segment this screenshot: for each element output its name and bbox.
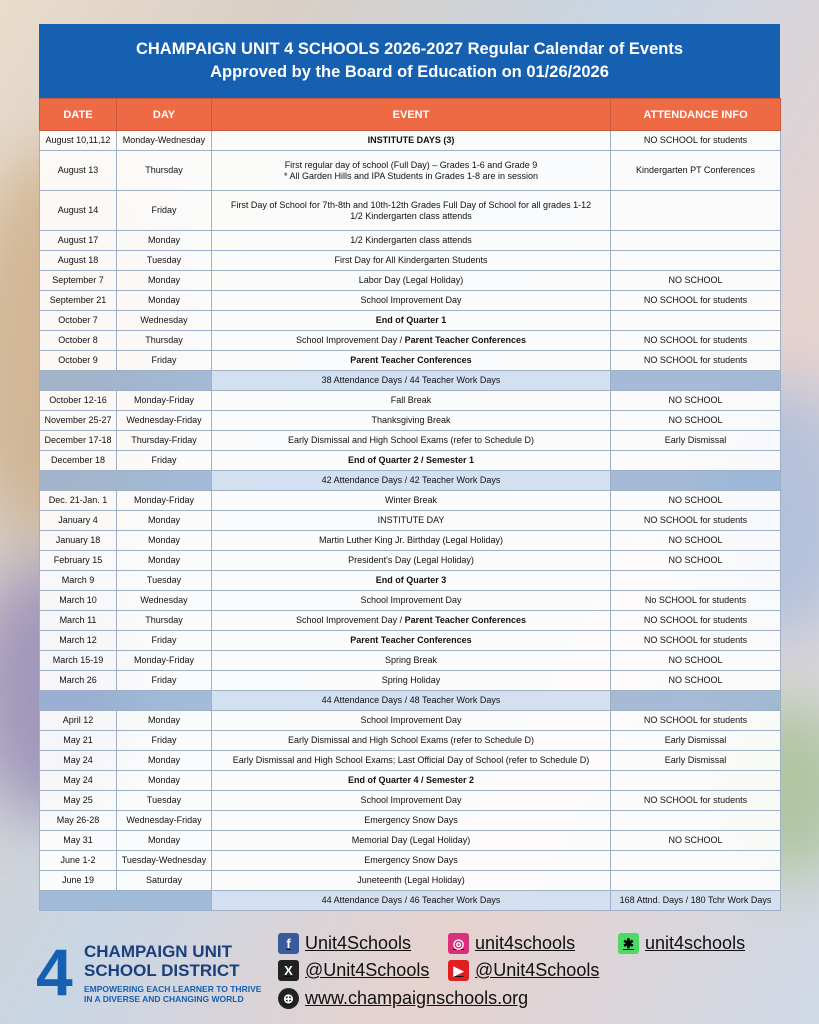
- cell-event: [212, 531, 611, 551]
- cell-attendance: NO SCHOOL for students: [611, 631, 781, 651]
- cell-event: [212, 451, 611, 471]
- cell-day: Monday: [117, 551, 212, 571]
- cell-date: August 13: [40, 151, 117, 191]
- cell-day: Thursday-Friday: [117, 431, 212, 451]
- title-line-2: Approved by the Board of Education on 01/26/2026: [210, 63, 609, 81]
- event-text: School Improvement Day: [360, 795, 462, 805]
- event-text: Fall Break: [390, 395, 432, 405]
- table-row: [40, 591, 781, 611]
- cell-event: [212, 291, 611, 311]
- instagram-handle: unit4schools: [475, 933, 576, 953]
- cell-day: Monday: [117, 231, 212, 251]
- cell-date: October 12-16: [40, 391, 117, 411]
- globe-icon: ⊕: [278, 988, 299, 1009]
- event-text: Spring Holiday: [381, 675, 441, 685]
- website-link[interactable]: [278, 988, 528, 1009]
- event-text-line-2: 1/2 Kindergarten class attends: [350, 210, 472, 221]
- district-tagline: [84, 984, 261, 1004]
- cell-day: Tuesday-Wednesday: [117, 851, 212, 871]
- table-row: [40, 231, 781, 251]
- x-icon: X: [278, 960, 299, 981]
- cell-event: [212, 831, 611, 851]
- youtube-icon: ▶: [448, 960, 469, 981]
- event-text: Parent Teacher Conferences: [350, 355, 472, 365]
- cell-attendance: NO SCHOOL: [611, 411, 781, 431]
- event-text: School Improvement Day: [360, 295, 462, 305]
- title-line-1: CHAMPAIGN UNIT 4 SCHOOLS 2026-2027 Regular Calendar of Events: [135, 40, 684, 58]
- cell-date: Dec. 21-Jan. 1: [40, 491, 117, 511]
- column-header-date: DATE: [40, 99, 117, 131]
- event-text: End of Quarter 3: [375, 575, 447, 585]
- cell-event: [212, 311, 611, 331]
- table-row: [40, 531, 781, 551]
- cell-day: Friday: [117, 451, 212, 471]
- cell-attendance: NO SCHOOL for students: [611, 131, 781, 151]
- cell-attendance: Early Dismissal: [611, 431, 781, 451]
- column-header-attendance: ATTENDANCE INFO: [611, 99, 781, 131]
- cell-date: December 17-18: [40, 431, 117, 451]
- cell-date: June 19: [40, 871, 117, 891]
- table-row: [40, 631, 781, 651]
- table-row: [40, 711, 781, 731]
- cell-day: Monday-Wednesday: [117, 131, 212, 151]
- cell-event: [212, 491, 611, 511]
- cell-attendance: NO SCHOOL for students: [611, 511, 781, 531]
- x-handle: @Unit4Schools: [305, 960, 430, 980]
- cell-attendance: NO SCHOOL for students: [611, 711, 781, 731]
- cell-day: Wednesday-Friday: [117, 411, 212, 431]
- cell-day: Friday: [117, 631, 212, 651]
- column-header-day: DAY: [117, 99, 212, 131]
- event-text: School Improvement Day /: [296, 335, 405, 345]
- table-row: [40, 351, 781, 371]
- cell-date: August 18: [40, 251, 117, 271]
- cell-event: [212, 771, 611, 791]
- district-logo-4: 4: [36, 935, 73, 1009]
- cell-attendance: [611, 311, 781, 331]
- cell-event: [212, 271, 611, 291]
- table-row: [40, 271, 781, 291]
- summary-row: [40, 471, 781, 491]
- instagram-link[interactable]: [448, 933, 575, 954]
- cell-attendance: [611, 251, 781, 271]
- cell-attendance: [611, 191, 781, 231]
- table-row: [40, 431, 781, 451]
- cell-attendance: NO SCHOOL for students: [611, 611, 781, 631]
- cell-event: [212, 331, 611, 351]
- calendar-sheet: [39, 24, 780, 911]
- cell-event: [212, 431, 611, 451]
- cell-attendance: [611, 851, 781, 871]
- event-text: Emergency Snow Days: [364, 855, 458, 865]
- youtube-handle: @Unit4Schools: [475, 960, 600, 980]
- table-row: [40, 751, 781, 771]
- cell-day: Monday: [117, 771, 212, 791]
- cell-date: June 1-2: [40, 851, 117, 871]
- summary-days: 44 Attendance Days / 48 Teacher Work Days: [212, 691, 611, 711]
- table-row: [40, 331, 781, 351]
- summary-total: [611, 471, 781, 491]
- cell-event: [212, 811, 611, 831]
- event-text: First Day for All Kindergarten Students: [334, 255, 488, 265]
- cell-date: March 11: [40, 611, 117, 631]
- event-text: Emergency Snow Days: [364, 815, 458, 825]
- table-row: [40, 251, 781, 271]
- event-text: End of Quarter 1: [375, 315, 447, 325]
- table-row: [40, 831, 781, 851]
- cell-attendance: Early Dismissal: [611, 751, 781, 771]
- cell-day: Friday: [117, 671, 212, 691]
- event-text: Memorial Day (Legal Holiday): [351, 835, 471, 845]
- event-text: President's Day (Legal Holiday): [348, 555, 474, 565]
- cell-date: March 26: [40, 671, 117, 691]
- table-row: [40, 851, 781, 871]
- table-row: [40, 191, 781, 231]
- cell-day: Monday: [117, 511, 212, 531]
- cell-event: [212, 611, 611, 631]
- cell-event: [212, 411, 611, 431]
- summary-row: [40, 371, 781, 391]
- sparkle-icon: ✱: [618, 933, 639, 954]
- cell-event: [212, 871, 611, 891]
- cell-attendance: NO SCHOOL for students: [611, 291, 781, 311]
- tagline-line-2: IN A DIVERSE AND CHANGING WORLD: [84, 994, 244, 1004]
- cell-day: Wednesday-Friday: [117, 811, 212, 831]
- cell-date: March 10: [40, 591, 117, 611]
- tagline-line-1: EMPOWERING EACH LEARNER TO THRIVE: [84, 984, 262, 994]
- cell-day: Monday: [117, 831, 212, 851]
- table-row: [40, 731, 781, 751]
- event-text: INSTITUTE DAY: [377, 515, 445, 525]
- cell-date: March 12: [40, 631, 117, 651]
- cell-day: Monday-Friday: [117, 391, 212, 411]
- table-row: [40, 491, 781, 511]
- table-row: [40, 671, 781, 691]
- cell-attendance: NO SCHOOL: [611, 531, 781, 551]
- event-text: Early Dismissal and High School Exams (refer to Schedule D): [287, 735, 535, 745]
- event-text: End of Quarter 2 / Semester 1: [347, 455, 475, 465]
- cell-day: Friday: [117, 731, 212, 751]
- youtube-link[interactable]: [448, 960, 599, 981]
- cell-date: December 18: [40, 451, 117, 471]
- cell-date: August 17: [40, 231, 117, 251]
- cell-event: [212, 671, 611, 691]
- cell-event: [212, 151, 611, 191]
- cell-date: November 25-27: [40, 411, 117, 431]
- cell-day: Monday-Friday: [117, 491, 212, 511]
- cell-day: Tuesday: [117, 251, 212, 271]
- cell-day: Monday: [117, 271, 212, 291]
- cell-date: April 12: [40, 711, 117, 731]
- cell-date: October 7: [40, 311, 117, 331]
- cell-date: October 9: [40, 351, 117, 371]
- cell-event: [212, 571, 611, 591]
- cell-event: [212, 651, 611, 671]
- table-row: [40, 131, 781, 151]
- cell-attendance: [611, 231, 781, 251]
- summary-days: 44 Attendance Days / 46 Teacher Work Days: [212, 891, 611, 911]
- other-social-link[interactable]: [618, 933, 745, 954]
- summary-spacer: [40, 891, 212, 911]
- table-row: [40, 151, 781, 191]
- other-social-handle: unit4schools: [645, 933, 746, 953]
- table-row: [40, 871, 781, 891]
- event-text: Juneteenth (Legal Holiday): [357, 875, 465, 885]
- cell-event: [212, 851, 611, 871]
- cell-attendance: [611, 811, 781, 831]
- event-text-line-2: * All Garden Hills and IPA Students in Grades 1-8 are in session: [284, 170, 538, 181]
- cell-day: Monday: [117, 711, 212, 731]
- table-body: [40, 131, 781, 911]
- cell-attendance: NO SCHOOL: [611, 651, 781, 671]
- cell-day: Tuesday: [117, 571, 212, 591]
- district-logo-name: [84, 942, 240, 980]
- column-header-event: EVENT: [212, 99, 611, 131]
- cell-date: May 25: [40, 791, 117, 811]
- event-text: Winter Break: [384, 495, 437, 505]
- cell-attendance: NO SCHOOL: [611, 671, 781, 691]
- summary-row: [40, 691, 781, 711]
- cell-day: Tuesday: [117, 791, 212, 811]
- summary-days: 42 Attendance Days / 42 Teacher Work Days: [212, 471, 611, 491]
- table-row: [40, 451, 781, 471]
- facebook-link[interactable]: [278, 933, 411, 954]
- table-row: [40, 411, 781, 431]
- cell-day: Saturday: [117, 871, 212, 891]
- district-name-line-2: SCHOOL DISTRICT: [84, 961, 240, 980]
- table-row: [40, 651, 781, 671]
- summary-spacer: [40, 471, 212, 491]
- cell-date: August 10,11,12: [40, 131, 117, 151]
- summary-spacer: [40, 691, 212, 711]
- cell-day: Thursday: [117, 331, 212, 351]
- cell-day: Thursday: [117, 151, 212, 191]
- event-text: Martin Luther King Jr. Birthday (Legal Holiday): [318, 535, 504, 545]
- summary-total: [611, 691, 781, 711]
- event-text: School Improvement Day: [360, 595, 462, 605]
- event-text: First regular day of school (Full Day) – Grades 1-6 and Grade 9: [284, 159, 538, 170]
- event-text-bold: Parent Teacher Conferences: [404, 335, 526, 345]
- cell-attendance: NO SCHOOL: [611, 391, 781, 411]
- event-text: Labor Day (Legal Holiday): [358, 275, 464, 285]
- event-text: Thanksgiving Break: [371, 415, 451, 425]
- cell-attendance: [611, 871, 781, 891]
- cell-attendance: [611, 771, 781, 791]
- table-row: [40, 291, 781, 311]
- cell-day: Friday: [117, 351, 212, 371]
- event-text: End of Quarter 4 / Semester 2: [347, 775, 475, 785]
- cell-day: Monday-Friday: [117, 651, 212, 671]
- cell-attendance: Kindergarten PT Conferences: [611, 151, 781, 191]
- event-text-bold: Parent Teacher Conferences: [404, 615, 526, 625]
- cell-attendance: [611, 451, 781, 471]
- summary-days: 38 Attendance Days / 44 Teacher Work Days: [212, 371, 611, 391]
- cell-attendance: NO SCHOOL for students: [611, 331, 781, 351]
- cell-event: [212, 791, 611, 811]
- cell-date: January 18: [40, 531, 117, 551]
- cell-attendance: NO SCHOOL: [611, 831, 781, 851]
- cell-event: [212, 631, 611, 651]
- event-text: First Day of School for 7th-8th and 10th-12th Grades Full Day of School for all grades 1-12: [230, 199, 592, 210]
- page-title: [39, 24, 780, 98]
- event-text: Spring Break: [384, 655, 438, 665]
- cell-day: Wednesday: [117, 591, 212, 611]
- summary-total: [611, 371, 781, 391]
- cell-date: May 21: [40, 731, 117, 751]
- cell-event: [212, 131, 611, 151]
- table-row: [40, 571, 781, 591]
- cell-day: Monday: [117, 291, 212, 311]
- table-row: [40, 511, 781, 531]
- cell-attendance: Early Dismissal: [611, 731, 781, 751]
- cell-attendance: NO SCHOOL: [611, 551, 781, 571]
- cell-day: Friday: [117, 191, 212, 231]
- website-url: www.champaignschools.org: [305, 988, 529, 1008]
- cell-event: [212, 351, 611, 371]
- cell-event: [212, 391, 611, 411]
- facebook-icon: f: [278, 933, 299, 954]
- table-row: [40, 791, 781, 811]
- cell-date: March 9: [40, 571, 117, 591]
- table-row: [40, 771, 781, 791]
- cell-attendance: No SCHOOL for students: [611, 591, 781, 611]
- event-text: INSTITUTE DAYS (3): [367, 135, 455, 145]
- cell-date: October 8: [40, 331, 117, 351]
- cell-day: Monday: [117, 531, 212, 551]
- x-link[interactable]: [278, 960, 429, 981]
- summary-total: 168 Attnd. Days / 180 Tchr Work Days: [611, 891, 781, 911]
- table-row: [40, 311, 781, 331]
- facebook-handle: Unit4Schools: [305, 933, 412, 953]
- cell-day: Wednesday: [117, 311, 212, 331]
- cell-attendance: NO SCHOOL: [611, 271, 781, 291]
- cell-event: [212, 231, 611, 251]
- event-text: School Improvement Day: [360, 715, 462, 725]
- cell-event: [212, 511, 611, 531]
- cell-event: [212, 251, 611, 271]
- cell-event: [212, 191, 611, 231]
- event-text: Parent Teacher Conferences: [350, 635, 472, 645]
- cell-date: January 4: [40, 511, 117, 531]
- cell-event: [212, 711, 611, 731]
- cell-attendance: NO SCHOOL for students: [611, 351, 781, 371]
- instagram-icon: ◎: [448, 933, 469, 954]
- table-row: [40, 611, 781, 631]
- cell-date: September 21: [40, 291, 117, 311]
- event-text: 1/2 Kindergarten class attends: [350, 235, 472, 245]
- table-row: [40, 551, 781, 571]
- summary-spacer: [40, 371, 212, 391]
- summary-row: [40, 891, 781, 911]
- cell-event: [212, 751, 611, 771]
- cell-attendance: NO SCHOOL for students: [611, 791, 781, 811]
- table-header-row: [40, 99, 781, 131]
- cell-event: [212, 551, 611, 571]
- event-text: Early Dismissal and High School Exams; Last Official Day of School (refer to Schedule D): [232, 755, 590, 765]
- cell-day: Thursday: [117, 611, 212, 631]
- calendar-table: [39, 98, 781, 911]
- event-text: Early Dismissal and High School Exams (refer to Schedule D): [287, 435, 535, 445]
- cell-date: May 31: [40, 831, 117, 851]
- event-text: School Improvement Day /: [296, 615, 405, 625]
- cell-attendance: NO SCHOOL: [611, 491, 781, 511]
- cell-date: February 15: [40, 551, 117, 571]
- table-row: [40, 811, 781, 831]
- cell-event: [212, 731, 611, 751]
- cell-date: September 7: [40, 271, 117, 291]
- cell-event: [212, 591, 611, 611]
- cell-date: May 24: [40, 751, 117, 771]
- cell-date: August 14: [40, 191, 117, 231]
- district-name-line-1: CHAMPAIGN UNIT: [84, 942, 232, 961]
- table-row: [40, 391, 781, 411]
- cell-date: May 24: [40, 771, 117, 791]
- cell-attendance: [611, 571, 781, 591]
- cell-day: Monday: [117, 751, 212, 771]
- cell-date: May 26-28: [40, 811, 117, 831]
- cell-date: March 15-19: [40, 651, 117, 671]
